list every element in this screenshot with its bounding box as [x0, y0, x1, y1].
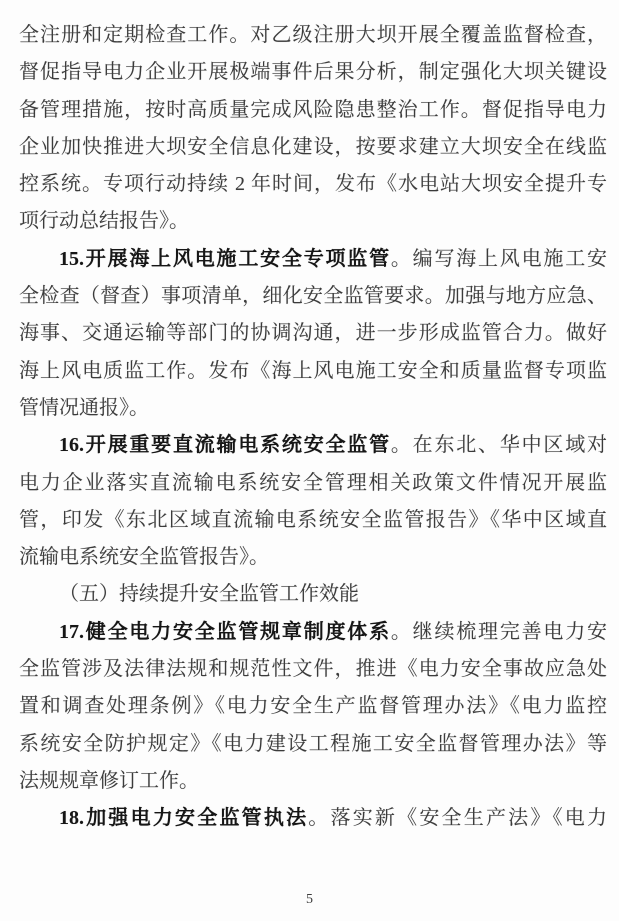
text-line — [19, 17, 607, 54]
bold-heading-text: 17.健全电力安全监管规章制度体系 — [59, 620, 391, 643]
text-line — [19, 278, 607, 315]
text-line — [19, 576, 607, 613]
body-text: 系统安全防护规定》《电力建设工程施工安全监督管理办法》等 — [19, 732, 607, 755]
body-text: 海事、交通运输等部门的协调沟通，进一步形成监管合力。做好 — [19, 322, 607, 345]
text-line — [19, 427, 607, 464]
text-line — [19, 166, 607, 203]
text-line — [19, 465, 607, 502]
body-text: 控系统。专项行动持续 2 年时间，发布《水电站大坝安全提升专 — [19, 173, 607, 196]
bold-heading-text: 15.开展海上风电施工安全专项监管 — [59, 247, 391, 270]
text-line — [19, 241, 607, 278]
document-body — [19, 17, 607, 838]
text-line — [19, 315, 607, 352]
text-line — [19, 353, 607, 390]
text-line — [19, 92, 607, 129]
bold-heading-text: 18.加强电力安全监管执法 — [59, 807, 309, 830]
text-line — [19, 614, 607, 651]
text-line — [19, 688, 607, 725]
text-line — [19, 539, 607, 576]
body-text: 全监管涉及法律法规和规范性文件，推进《电力安全事故应急处 — [19, 658, 607, 681]
body-text: 管情况通报》。 — [19, 396, 149, 419]
body-text: 。继续梳理完善电力安 — [390, 620, 607, 643]
body-text: 项行动总结报告》。 — [19, 210, 189, 233]
body-text: 流输电系统安全监管报告》。 — [19, 546, 269, 569]
body-text: 。编写海上风电施工安 — [390, 247, 607, 270]
body-text: 电力企业落实直流输电系统安全管理相关政策文件情况开展监 — [19, 471, 607, 494]
text-line — [19, 502, 607, 539]
body-text: 全注册和定期检查工作。对乙级注册大坝开展全覆盖监督检查， — [19, 24, 607, 46]
body-text: 。在东北、华中区域对 — [390, 434, 607, 457]
page-number: 5 — [306, 892, 313, 907]
body-text: 海上风电质监工作。发布《海上风电施工安全和质量监督专项监 — [19, 359, 607, 382]
text-line — [19, 651, 607, 688]
body-text: 督促指导电力企业开展极端事件后果分析，制定强化大坝关键设 — [19, 61, 607, 84]
body-text: 全检查（督查）事项清单，细化安全监管要求。加强与地方应急、 — [19, 285, 607, 308]
body-text: 管，印发《东北区域直流输电系统安全监管报告》《华中区域直 — [19, 508, 607, 531]
text-line — [19, 763, 607, 800]
body-text: 企业加快推进大坝安全信息化建设，按要求建立大坝安全在线监 — [19, 135, 607, 158]
body-text: 法规规章修订工作。 — [19, 769, 199, 792]
bold-heading-text: 16.开展重要直流输电系统安全监管 — [59, 434, 391, 457]
text-line — [19, 203, 607, 240]
text-line — [19, 54, 607, 91]
body-text: 。落实新《安全生产法》《电力 — [308, 807, 608, 830]
text-line — [19, 390, 607, 427]
text-line — [19, 129, 607, 166]
body-text: 置和调查处理条例》《电力安全生产监督管理办法》《电力监控 — [19, 695, 607, 718]
text-line — [19, 800, 607, 837]
body-text: （五）持续提升安全监管工作效能 — [59, 583, 359, 606]
body-text: 备管理措施，按时高质量完成风险隐患整治工作。督促指导电力 — [19, 98, 607, 121]
text-line — [19, 726, 607, 763]
